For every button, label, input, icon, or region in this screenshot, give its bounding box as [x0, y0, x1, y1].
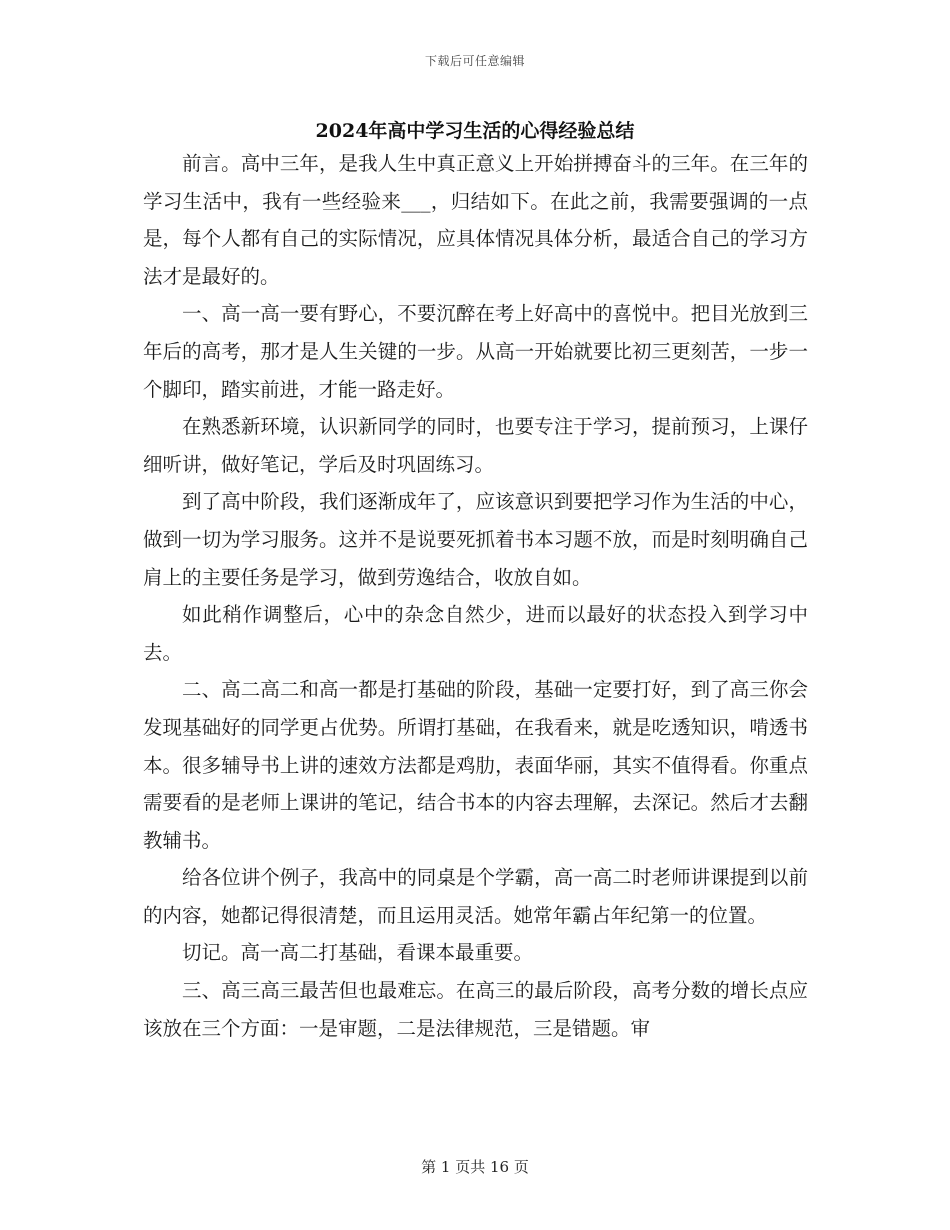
paragraph-reminder: 切记。高一高二打基础，看课本最重要。 [182, 941, 534, 965]
paragraph-grade-three: 三、高三高三最苦但也最难忘。在高三的最后阶段，高考分数的增长点应该放在三个方面：一是审题，二是法律规范，三是错题。审 [143, 979, 808, 1040]
paragraph-adjustment: 如此稍作调整后，心中的杂念自然少，进而以最好的状态投入到学习中去。 [143, 603, 808, 664]
paragraph-grade-two: 二、高二高二和高一都是打基础的阶段，基础一定要打好，到了高三你会发现基础好的同学更占优势。所谓打基础，在我看来，就是吃透知识，啃透书本。很多辅导书上讲的速效方法都是鸡肋，表面华丽，其实不值得看。你重点需要看的是老师上课讲的笔记，结合书本的内容去理解，去深记。然后才去翻教辅书。 [143, 678, 808, 852]
paragraph-study-center: 到了高中阶段，我们逐渐成年了，应该意识到要把学习作为生活的中心，做到一切为学习服务。这并不是说要死抓着书本习题不放，而是时刻明确自己肩上的主要任务是学习，做到劳逸结合，收放自如。 [143, 490, 808, 589]
paragraph-example: 给各位讲个例子，我高中的同桌是个学霸，高一高二时老师讲课提到以前的内容，她都记得很清楚，而且运用灵活。她常年霸占年纪第一的位置。 [143, 866, 808, 927]
page-footer: 第 1 页共 16 页 [421, 1158, 529, 1176]
paragraph-new-environment: 在熟悉新环境，认识新同学的同时，也要专注于学习，提前预习，上课仔细听讲，做好笔记，学后及时巩固练习。 [143, 415, 808, 476]
page-header: 下载后可任意编辑 [424, 54, 525, 68]
paragraph-grade-one: 一、高一高一要有野心，不要沉醉在考上好高中的喜悦中。把目光放到三年后的高考，那才是人生关键的一步。从高一开始就要比初三更刻苦，一步一个脚印，踏实前进，才能一路走好。 [143, 302, 808, 401]
document-title: 2024年高中学习生活的心得经验总结 [315, 120, 635, 142]
document-body [143, 145, 808, 1047]
paragraph-preface: 前言。高中三年，是我人生中真正意义上开始拼搏奋斗的三年。在三年的学习生活中，我有一些经验来___，归结如下。在此之前，我需要强调的一点是，每个人都有自己的实际情况，应具体情况具体分析，最适合自己的学习方法才是最好的。 [143, 152, 808, 288]
